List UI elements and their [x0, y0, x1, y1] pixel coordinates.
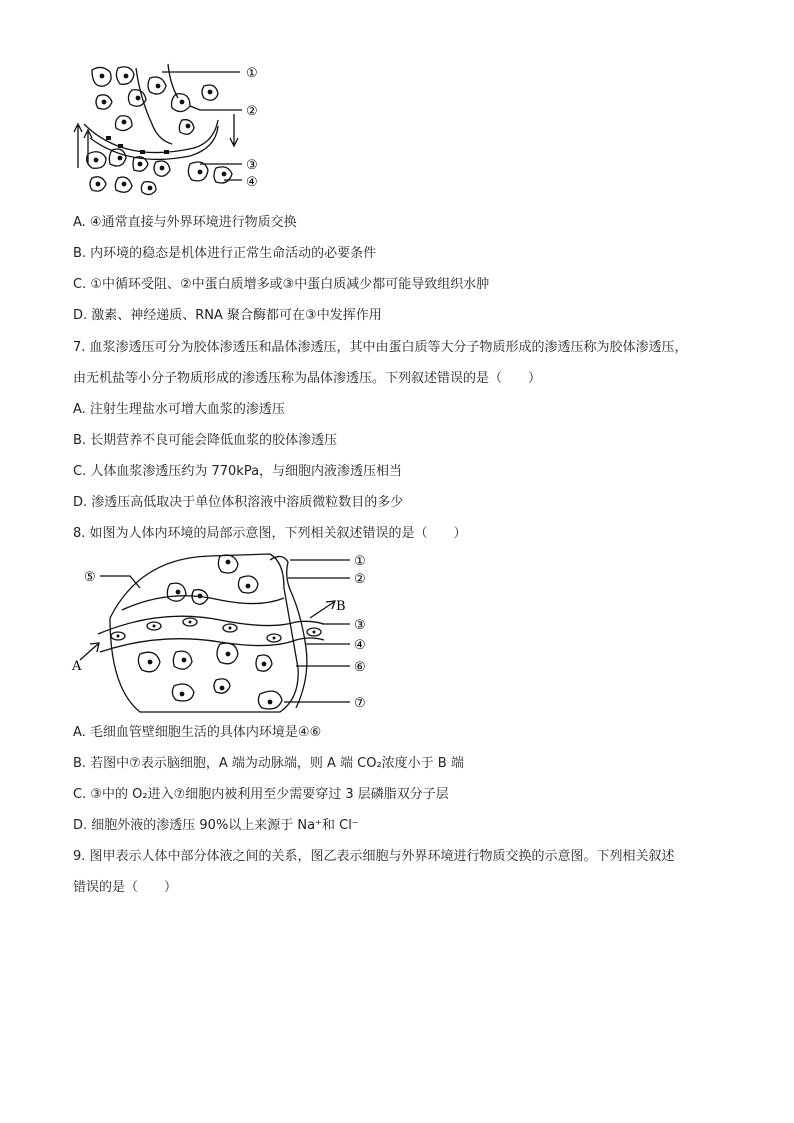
q7-option-b: B. 长期营养不良可能会降低血浆的胶体渗透压 [73, 433, 338, 448]
q9-stem-line-2: 错误的是（ ） [73, 880, 178, 895]
q8-option-a: A. 毛细血管壁细胞生活的具体内环境是④⑥ [73, 725, 322, 740]
q8-option-d: D. 细胞外液的渗透压 90%以上来源于 Na⁺和 Cl⁻ [73, 818, 359, 833]
figure-2-label-2: ② [354, 572, 366, 587]
figure-2-label-3: ③ [354, 618, 366, 633]
q7-stem-line-2: 由无机盐等小分子物质形成的渗透压称为晶体渗透压。下列叙述错误的是（ ） [73, 371, 542, 386]
q7-stem-line-1: 7. 血浆渗透压可分为胶体渗透压和晶体渗透压，其中由蛋白质等大分子物质形成的渗透压称为胶体渗透压， [73, 340, 688, 355]
q8-option-c: C. ③中的 O₂进入⑦细胞内被利用至少需要穿过 3 层磷脂双分子层 [73, 787, 449, 802]
figure-1-label-2: ② [246, 104, 258, 119]
q7-option-c: C. 人体血浆渗透压约为 770kPa，与细胞内液渗透压相当 [73, 464, 403, 479]
figure-1-tissue-diagram [70, 58, 270, 202]
figure-2-label-7: ⑦ [354, 696, 366, 711]
figure-2-label-1: ① [354, 554, 366, 569]
q8-option-b: B. 若图中⑦表示脑细胞，A 端为动脉端，则 A 端 CO₂浓度小于 B 端 [73, 756, 464, 771]
figure-1-label-4: ④ [246, 175, 258, 190]
figure-1-label-3: ③ [246, 158, 258, 173]
q6-option-d: D. 激素、神经递质、RNA 聚合酶都可在③中发挥作用 [73, 308, 382, 323]
q9-stem-line-1: 9. 图甲表示人体中部分体液之间的关系，图乙表示细胞与外界环境进行物质交换的示意图。下列相关叙述 [73, 849, 675, 864]
q7-option-d: D. 渗透压高低取决于单位体积溶液中溶质微粒数目的多少 [73, 495, 404, 510]
q7-option-a: A. 注射生理盐水可增大血浆的渗透压 [73, 402, 285, 417]
q6-option-b: B. 内环境的稳态是机体进行正常生命活动的必要条件 [73, 246, 377, 261]
figure-2-label-6: ⑥ [354, 660, 366, 675]
q6-option-c: C. ①中循环受阻、②中蛋白质增多或③中蛋白质减少都可能导致组织水肿 [73, 277, 490, 292]
figure-2-letter-a: A [72, 659, 82, 674]
figure-2-internal-environment-diagram [70, 548, 376, 718]
figure-2-label-4: ④ [354, 638, 366, 653]
figure-2-label-5: ⑤ [84, 570, 96, 585]
figure-2-letter-b: B [336, 599, 346, 614]
figure-1-label-1: ① [246, 66, 258, 81]
q6-option-a: A. ④通常直接与外界环境进行物质交换 [73, 215, 297, 230]
q8-stem: 8. 如图为人体内环境的局部示意图，下列相关叙述错误的是（ ） [73, 526, 467, 541]
